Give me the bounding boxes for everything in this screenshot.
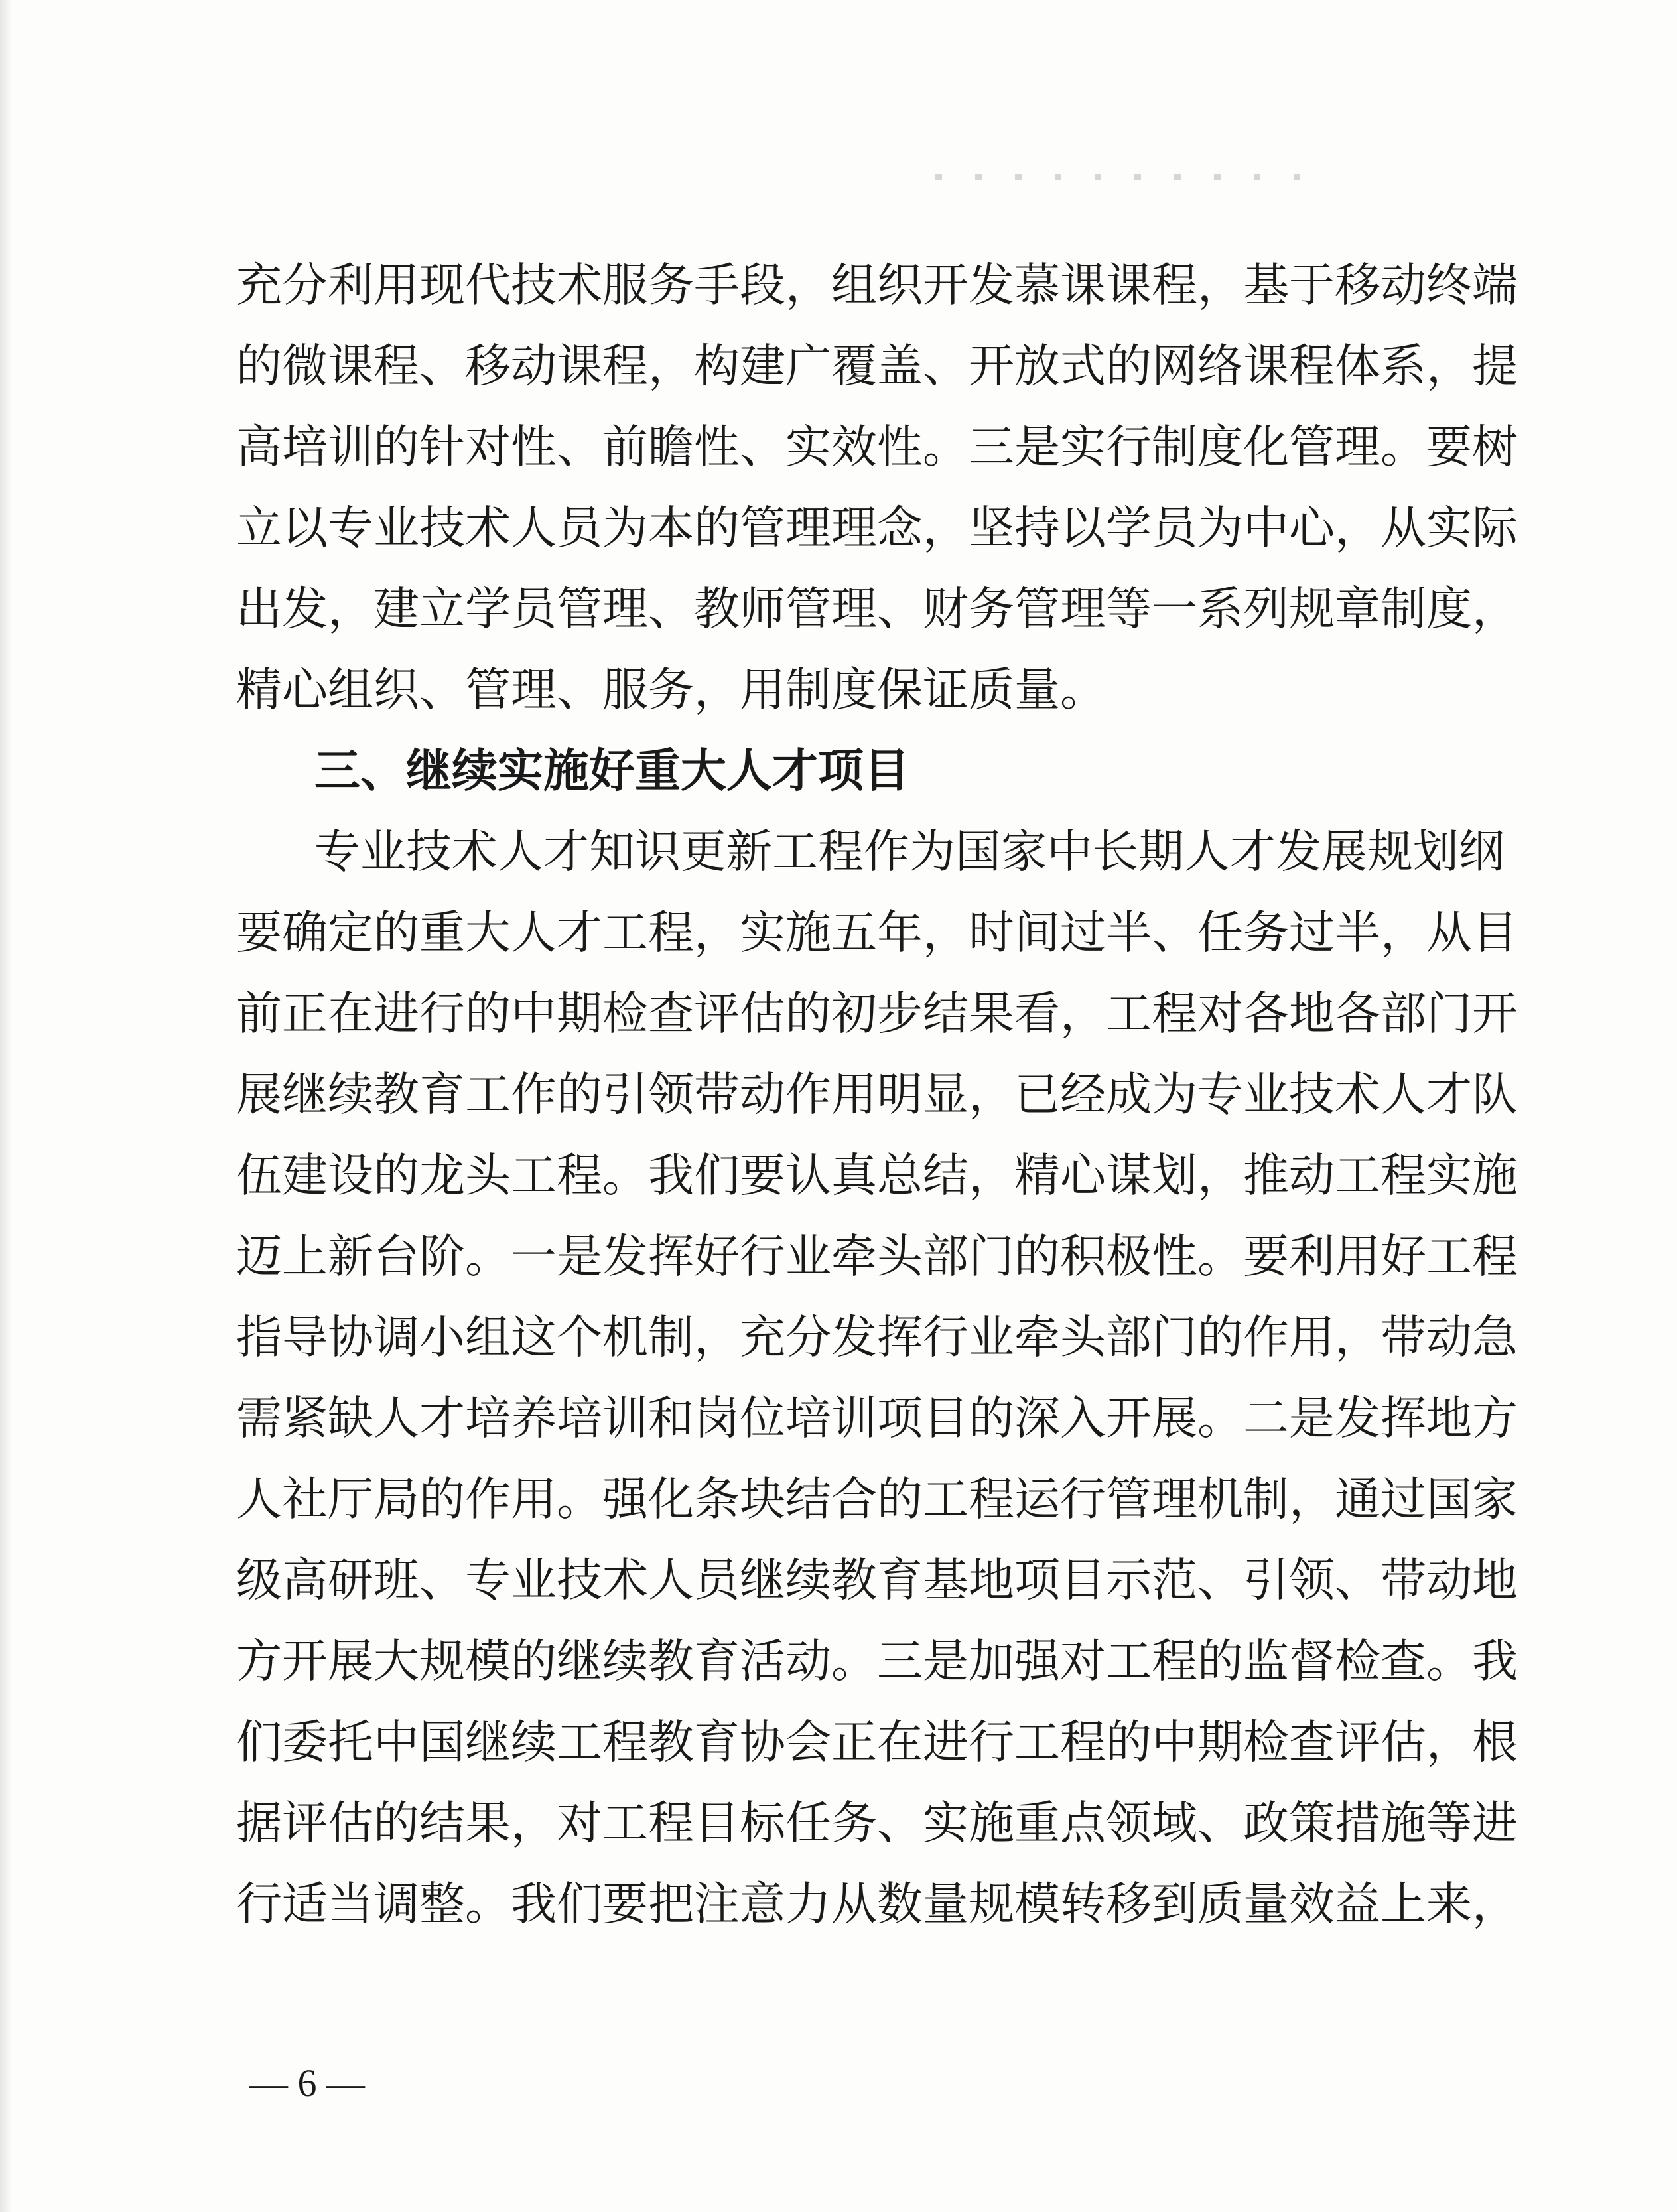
body-line: 据评估的结果，对工程目标任务、实施重点领域、政策措施等进 (236, 1797, 1518, 1850)
body-line: 需紧缺人才培养培训和岗位培训项目的深入开展。二是发挥地方 (236, 1392, 1518, 1445)
body-line: 要确定的重大人才工程，实施五年，时间过半、任务过半，从目 (236, 906, 1518, 959)
body-line: 迈上新台阶。一是发挥好行业牵头部门的积极性。要利用好工程 (236, 1230, 1518, 1283)
body-line: 展继续教育工作的引领带动作用明显，已经成为专业技术人才队 (236, 1068, 1518, 1121)
body-line: 的微课程、移动课程，构建广覆盖、开放式的网络课程体系，提 (236, 340, 1518, 393)
body-line: 人社厅局的作用。强化条块结合的工程运行管理机制，通过国家 (236, 1473, 1518, 1526)
body-line: 高培训的针对性、前瞻性、实效性。三是实行制度化管理。要树 (236, 421, 1518, 474)
binding-shadow (0, 0, 12, 2212)
page-number: — 6 — (249, 2061, 365, 2105)
faint-header-mark (935, 174, 1320, 180)
section-heading: 三、继续实施好重大人才项目 (314, 744, 909, 797)
body-line: 立以专业技术人员为本的管理理念，坚持以学员为中心，从实际 (236, 502, 1518, 555)
body-line: 行适当调整。我们要把注意力从数量规模转移到质量效益上来， (236, 1878, 1518, 1931)
body-line: 出发，建立学员管理、教师管理、财务管理等一系列规章制度， (236, 583, 1518, 636)
body-line: 指导协调小组这个机制，充分发挥行业牵头部门的作用，带动急 (236, 1311, 1518, 1364)
body-line: 级高研班、专业技术人员继续教育基地项目示范、引领、带动地 (236, 1554, 1518, 1607)
body-line: 伍建设的龙头工程。我们要认真总结，精心谋划，推动工程实施 (236, 1149, 1518, 1202)
body-line: 充分利用现代技术服务手段，组织开发慕课课程，基于移动终端 (236, 259, 1518, 312)
body-line: 专业技术人才知识更新工程作为国家中长期人才发展规划纲 (314, 825, 1505, 878)
body-line: 精心组织、管理、服务，用制度保证质量。 (236, 663, 1106, 717)
body-line: 们委托中国继续工程教育协会正在进行工程的中期检查评估，根 (236, 1716, 1518, 1769)
body-line: 方开展大规模的继续教育活动。三是加强对工程的监督检查。我 (236, 1635, 1518, 1688)
body-line: 前正在进行的中期检查评估的初步结果看，工程对各地各部门开 (236, 987, 1518, 1040)
